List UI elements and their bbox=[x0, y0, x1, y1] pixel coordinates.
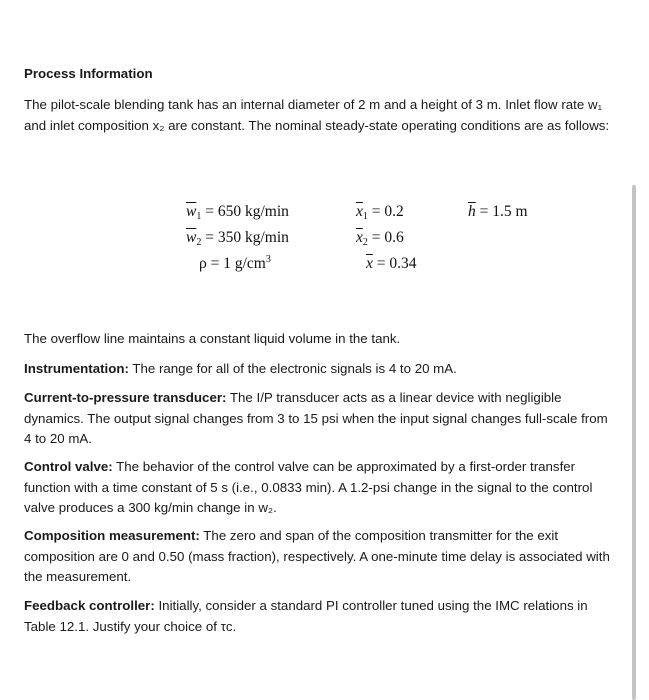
valve-label: Control valve: bbox=[24, 459, 113, 474]
transducer-paragraph bbox=[24, 388, 614, 450]
intro-paragraph: The pilot-scale blending tank has an internal diameter of 2 m and a height of 3 m. Inlet flow rate w₁ and inlet composition x₂ are constant. The nominal steady-state operating conditions are as follows: bbox=[24, 97, 610, 133]
w1-equation: $\overline{w}_1 = 650$ kg/min bbox=[186, 203, 289, 222]
instrumentation-label: Instrumentation: bbox=[24, 361, 129, 376]
instrumentation-text: The range for all of the electronic signals is 4 to 20 mA. bbox=[128, 361, 457, 376]
x2-equation: $\overline{x}_2 = 0.6$ bbox=[356, 229, 404, 248]
x1-value: = 0.2 bbox=[371, 203, 404, 220]
x1-equation: $\overline{x}_1 = 0.2$ bbox=[356, 203, 404, 222]
measurement-text: The zero and span of the composition transmitter for the exit composition are 0 and 0.50 (mass fraction), respectively. A one-minute time delay is associated with the measurement. bbox=[24, 528, 610, 584]
x2-value: = 0.6 bbox=[371, 229, 404, 246]
x-equation: $\overline{x} = 0.34$ bbox=[366, 255, 417, 272]
transducer-text: The I/P transducer acts as a linear device with negligible dynamics. The output signal changes from 3 to 15 psi when the input signal changes full-scale from 4 to 20 mA. bbox=[24, 390, 608, 446]
h-equation: $\overline{h} = 1.5$ m bbox=[468, 203, 528, 220]
h-value: = 1.5 m bbox=[479, 203, 528, 220]
operating-conditions bbox=[166, 203, 566, 283]
w2-equation: $\overline{w}_2 = 350$ kg/min bbox=[186, 229, 289, 248]
overflow-paragraph: The overflow line maintains a constant liquid volume in the tank. bbox=[24, 331, 401, 346]
measurement-label: Composition measurement: bbox=[24, 528, 200, 543]
rho-equation: ρ = 1 $g/cm^3$ bbox=[199, 254, 271, 272]
rho-value: = 1 g/cm bbox=[210, 255, 266, 272]
instrumentation-paragraph bbox=[24, 359, 614, 380]
controller-text: Initially, consider a standard PI controller tuned using the IMC relations in Table 12.1. Justify your choice of τc. bbox=[24, 598, 588, 634]
measurement-paragraph bbox=[24, 526, 614, 588]
controller-paragraph bbox=[24, 596, 614, 637]
valve-text: The behavior of the control valve can be approximated by a first-order transfer function with a time constant of 5 s (i.e., 0.0833 min). A 1.2-psi change in the signal to the control valve produces a 300 kg/min change in w₂. bbox=[24, 459, 593, 515]
scrollbar[interactable] bbox=[632, 185, 636, 700]
w1-value: = 650 kg/min bbox=[205, 203, 289, 220]
x-value: = 0.34 bbox=[376, 255, 417, 272]
valve-paragraph bbox=[24, 457, 614, 519]
w2-value: = 350 kg/min bbox=[205, 229, 289, 246]
controller-label: Feedback controller: bbox=[24, 598, 155, 613]
document-body bbox=[24, 64, 614, 136]
section-title: Process Information bbox=[24, 66, 153, 81]
transducer-label: Current-to-pressure transducer: bbox=[24, 390, 227, 405]
